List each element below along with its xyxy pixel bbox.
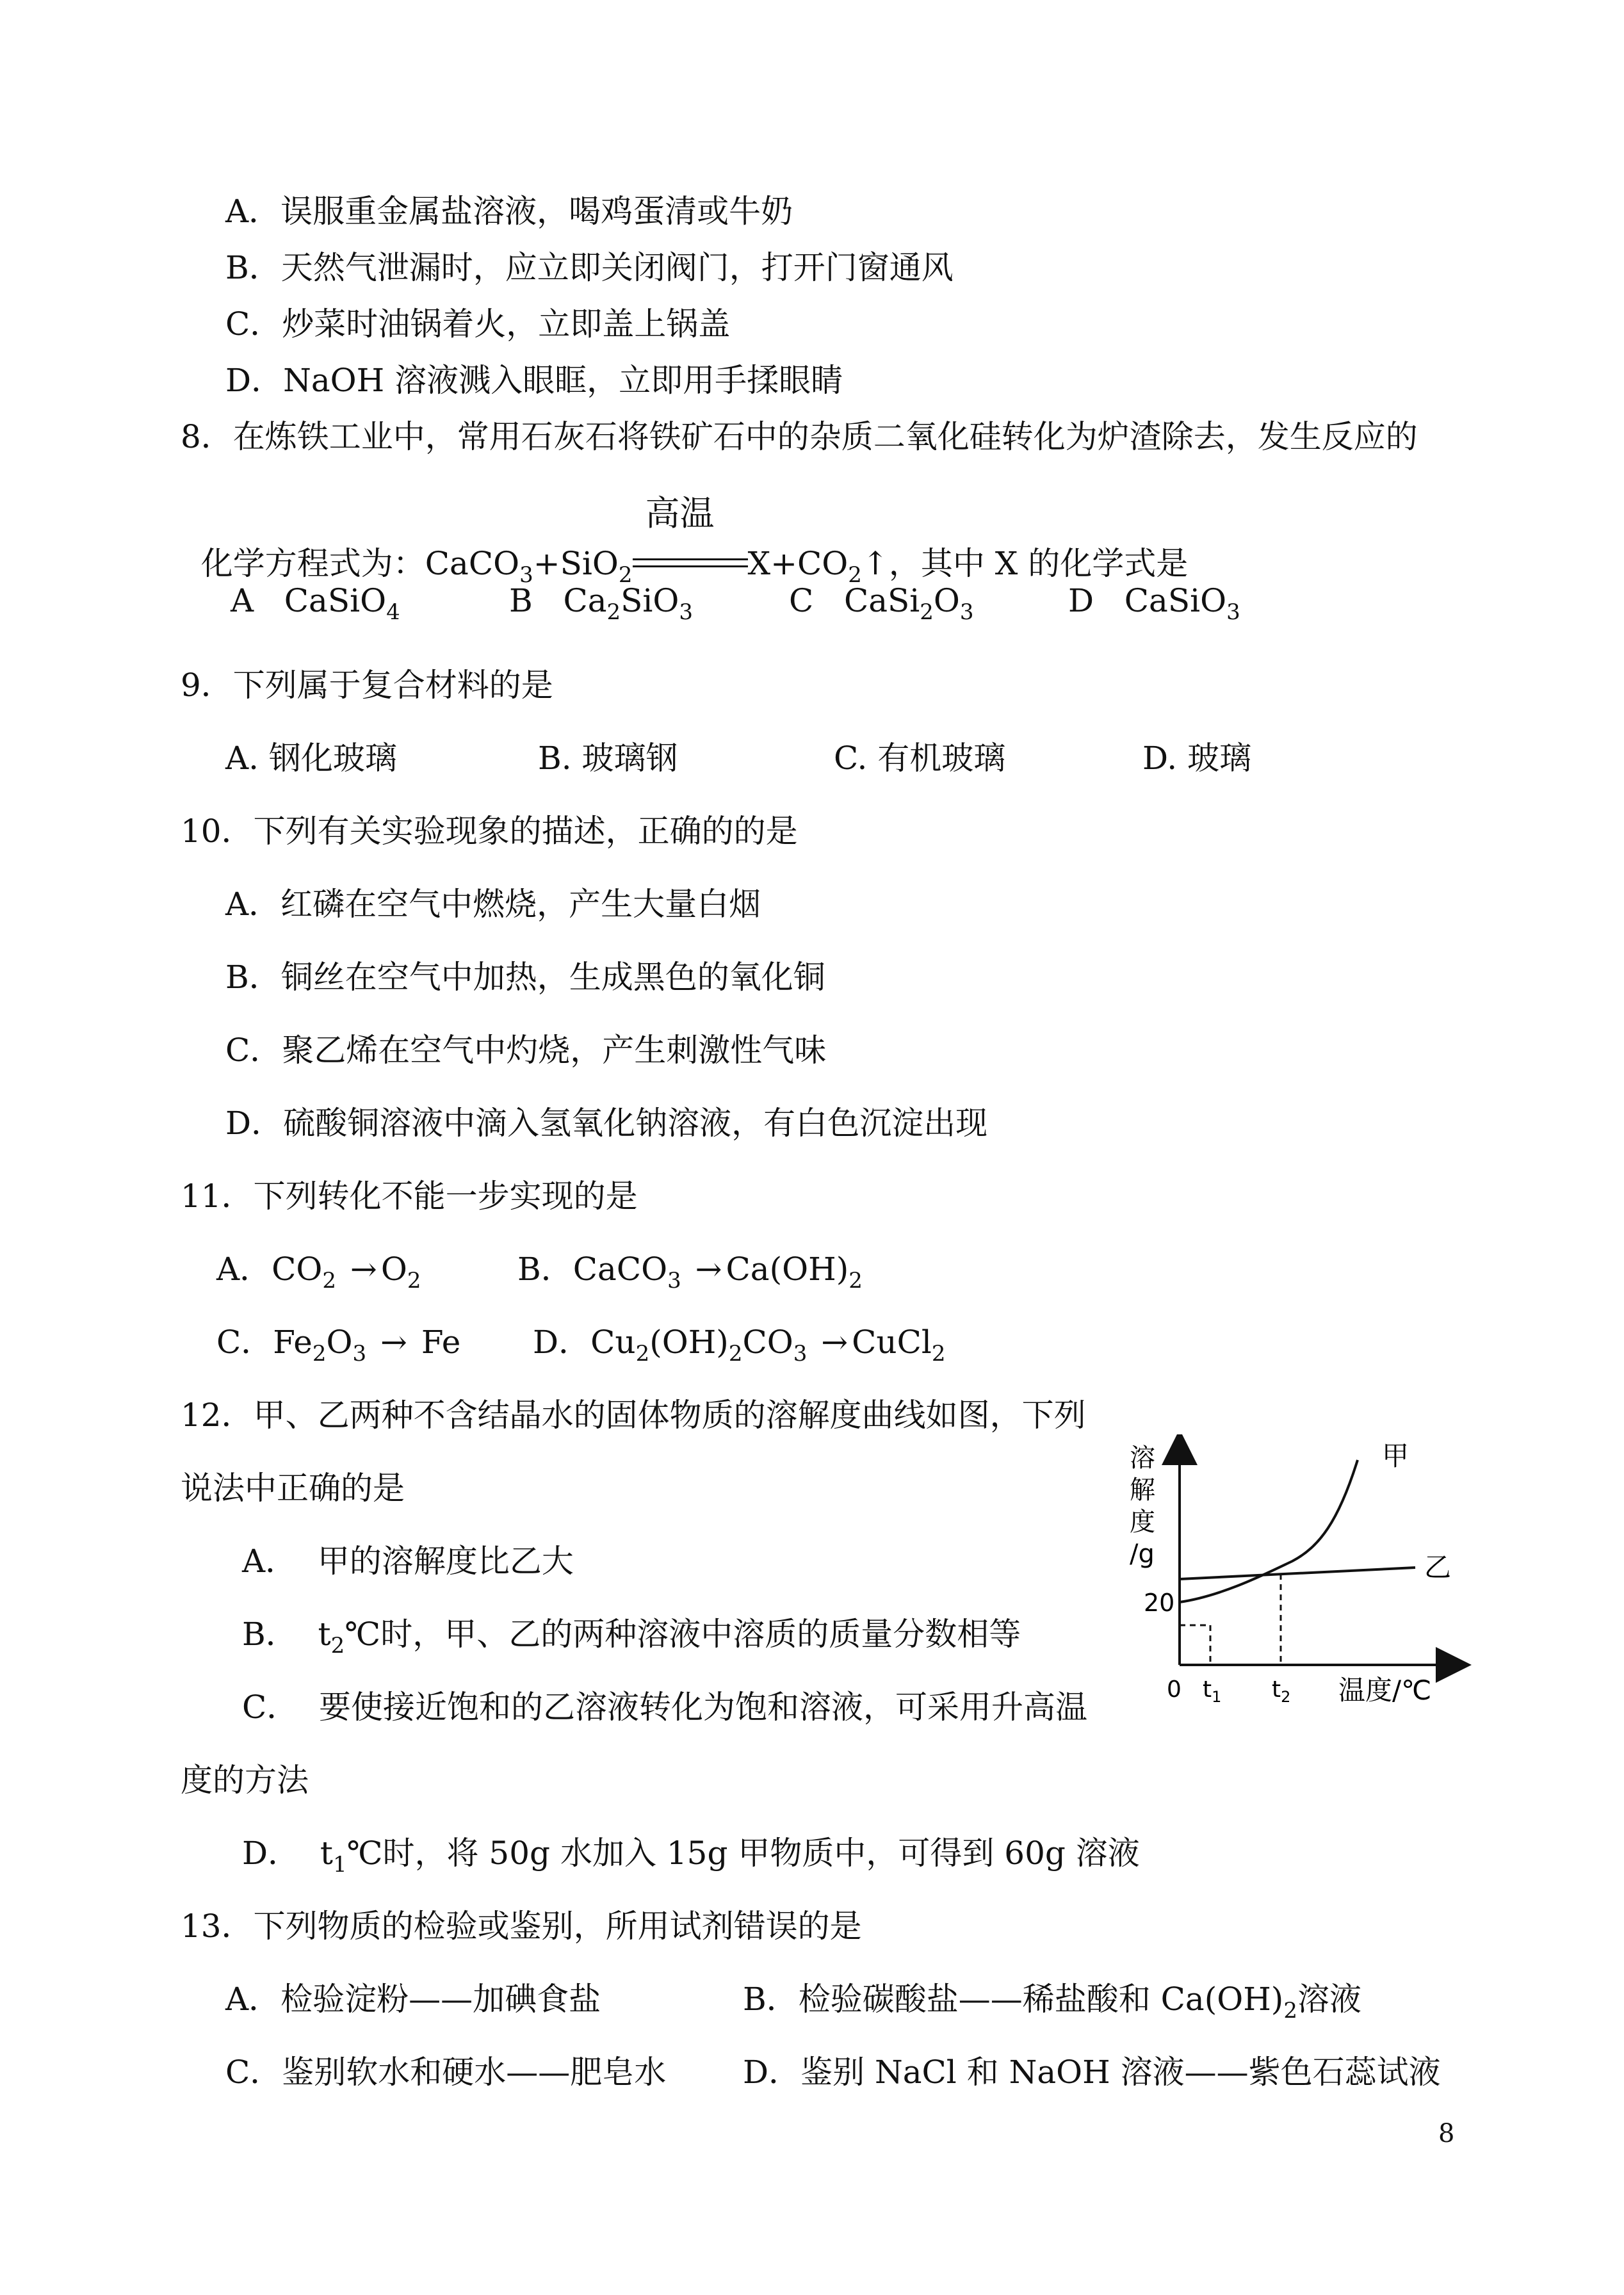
curve-jia	[1180, 1460, 1358, 1602]
q12-option-c-line2: 度的方法	[181, 1762, 309, 1799]
q12-stem-line1: 12．甲、乙两种不含结晶水的固体物质的溶解度曲线如图，下列	[181, 1397, 1086, 1434]
x-origin-label: 0	[1167, 1676, 1181, 1703]
q10-option-a: A．红磷在空气中燃烧，产生大量白烟	[225, 886, 761, 923]
y-label-char: 溶	[1130, 1443, 1155, 1473]
q10-stem: 10．下列有关实验现象的描述，正确的的是	[181, 813, 798, 850]
q11-stem: 11．下列转化不能一步实现的是	[181, 1178, 638, 1215]
q13-stem: 13．下列物质的检验或鉴别，所用试剂错误的是	[181, 1908, 862, 1945]
curve-jia-label: 甲	[1382, 1440, 1409, 1472]
reaction-condition-equals	[633, 493, 748, 583]
curve-yi	[1180, 1568, 1415, 1579]
reaction-arrow-icon: →	[350, 1251, 377, 1288]
reaction-arrow-icon: →	[695, 1251, 722, 1288]
y-label-char: 解	[1130, 1475, 1155, 1505]
reaction-condition: 高温	[645, 493, 715, 533]
y-label-char: 度	[1130, 1507, 1155, 1537]
q12-option-b: B． $t_2℃$时，甲、乙的两种溶液中溶质的质量分数相等	[242, 1616, 1021, 1658]
q13-option-c: C．鉴别软水和硬水——肥皂水	[225, 2054, 667, 2091]
q11-option-a: A．$CO_2 \to O_2$	[216, 1251, 421, 1293]
q8-option-d: D CaSiO$_3$	[1068, 582, 1240, 625]
q12-option-c-line1: C． 要使接近饱和的乙溶液转化为饱和溶液，可采用升高温	[242, 1689, 1088, 1726]
q13-option-a: A．检验淀粉——加碘食盐	[225, 1981, 601, 2018]
q8-option-c: C $CaSi_2O_3$	[789, 582, 974, 625]
q8-equation: 化学方程式为：CaCO$_3$+SiO$_2$ 高温 $X+CO_2↑$，其中 X 的化学式是	[200, 493, 1189, 588]
q9-option-c: C. 有机玻璃	[834, 740, 1006, 777]
q9-option-a: A. 钢化玻璃	[225, 740, 397, 777]
page-number: 8	[1438, 2119, 1455, 2148]
q11-option-c: C．$Fe_2O_3 \to Fe$	[216, 1324, 461, 1366]
q8-option-b: B $Ca_2SiO_3$	[509, 582, 694, 625]
q12-option-a: A． 甲的溶解度比乙大	[242, 1543, 574, 1580]
q7-option-b: B．天然气泄漏时，应立即关闭阀门，打开门窗通风	[225, 249, 954, 286]
reaction-arrow-icon: →	[821, 1324, 849, 1361]
q9-option-b: B. 玻璃钢	[538, 740, 678, 777]
q8-stem-line1: 8．在炼铁工业中，常用石灰石将铁矿石中的杂质二氧化硅转化为炉渣除去，发生反应的	[181, 418, 1418, 455]
curve-yi-label: 乙	[1424, 1552, 1452, 1583]
q11-option-d: D．$Cu_2(OH)_2CO_3$ → CuCl$_2$	[533, 1324, 946, 1366]
q10-option-b: B．铜丝在空气中加热，生成黑色的氧化铜	[225, 959, 825, 996]
y-tick-20: 20	[1144, 1589, 1175, 1617]
y-label-char: /g	[1130, 1539, 1155, 1569]
q7-option-c: C．炒菜时油锅着火，立即盖上锅盖	[225, 305, 731, 343]
q13-option-d: D．鉴别 NaCl 和 NaOH 溶液——紫色石蕊试液	[743, 2054, 1441, 2091]
x-tick-t2: $t_2$	[1272, 1676, 1291, 1706]
reaction-arrow-icon: →	[380, 1324, 407, 1361]
q8-stem-prefix: 化学方程式为：	[200, 545, 425, 582]
x-tick-t1: $t_1$	[1203, 1676, 1222, 1706]
q8-option-a: A CaSiO$_4$	[231, 582, 400, 625]
q13-option-b: B．检验碳酸盐——稀盐酸和 $Ca(OH)_2$溶液	[743, 1981, 1361, 2023]
q12-stem-line2: 说法中正确的是	[181, 1470, 405, 1507]
q7-option-d: D．NaOH 溶液溅入眼眶，立即用手揉眼睛	[225, 362, 843, 399]
q7-option-a: A．误服重金属盐溶液，喝鸡蛋清或牛奶	[225, 193, 793, 230]
q9-stem: 9．下列属于复合材料的是	[181, 667, 553, 704]
solubility-curve-figure	[1127, 1434, 1486, 1716]
q9-option-d: D. 玻璃	[1142, 740, 1252, 777]
q10-option-c: C．聚乙烯在空气中灼烧，产生刺激性气味	[225, 1032, 827, 1069]
q11-option-b: B．CaCO$_3$ → $Ca(OH)_2$	[517, 1251, 863, 1293]
q12-option-d: D． $t_1℃$时，将 50g 水加入 15g 甲物质中，可得到 60g 溶液	[242, 1835, 1140, 1877]
q10-option-d: D．硫酸铜溶液中滴入氢氧化钠溶液，有白色沉淀出现	[225, 1105, 988, 1142]
x-axis-label: 温度/℃	[1338, 1675, 1432, 1706]
